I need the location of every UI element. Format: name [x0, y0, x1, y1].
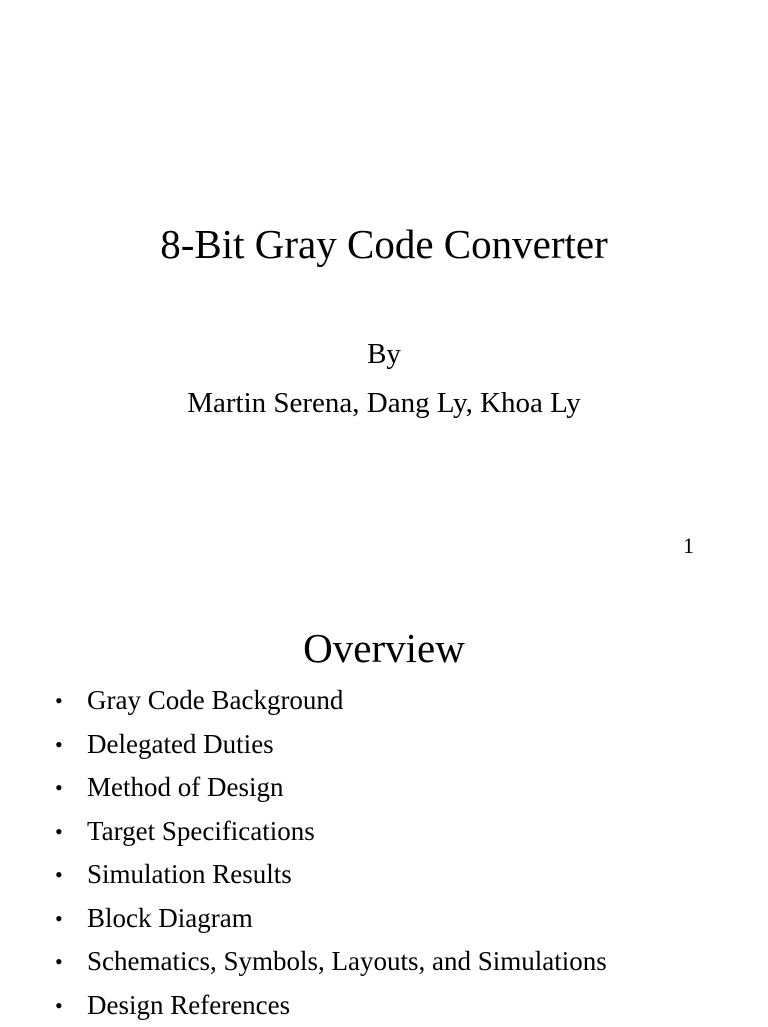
bullet-icon: • — [55, 679, 63, 723]
list-item-label: Method of Design — [87, 772, 283, 802]
bullet-icon: • — [55, 897, 63, 941]
list-item — [52, 810, 607, 854]
overview-title: Overview — [0, 620, 768, 676]
list-item-label: Delegated Duties — [87, 729, 274, 759]
page-number: 1 — [683, 532, 694, 560]
list-item — [52, 723, 607, 767]
list-item-label: Schematics, Symbols, Layouts, and Simulations — [87, 946, 607, 976]
list-item — [52, 940, 607, 984]
list-item — [52, 984, 607, 1027]
list-item-label: Block Diagram — [87, 903, 253, 933]
list-item — [52, 679, 607, 723]
presentation-title: 8-Bit Gray Code Converter — [0, 216, 768, 272]
bullet-icon: • — [55, 940, 63, 984]
list-item — [52, 897, 607, 941]
list-item — [52, 853, 607, 897]
list-item-label: Gray Code Background — [87, 685, 343, 715]
bullet-icon: • — [55, 766, 63, 810]
list-item-label: Simulation Results — [87, 859, 292, 889]
list-item-label: Target Specifications — [87, 816, 315, 846]
list-item-label: Design References — [87, 990, 290, 1020]
bullet-icon: • — [55, 723, 63, 767]
bullet-icon: • — [55, 810, 63, 854]
bullet-icon: • — [55, 853, 63, 897]
bullet-icon: • — [55, 984, 63, 1027]
overview-bullet-list — [52, 679, 607, 1027]
list-item — [52, 766, 607, 810]
overview-slide — [0, 576, 768, 1024]
author-names: Martin Serena, Dang Ly, Khoa Ly — [0, 383, 768, 423]
by-label: By — [0, 334, 768, 374]
